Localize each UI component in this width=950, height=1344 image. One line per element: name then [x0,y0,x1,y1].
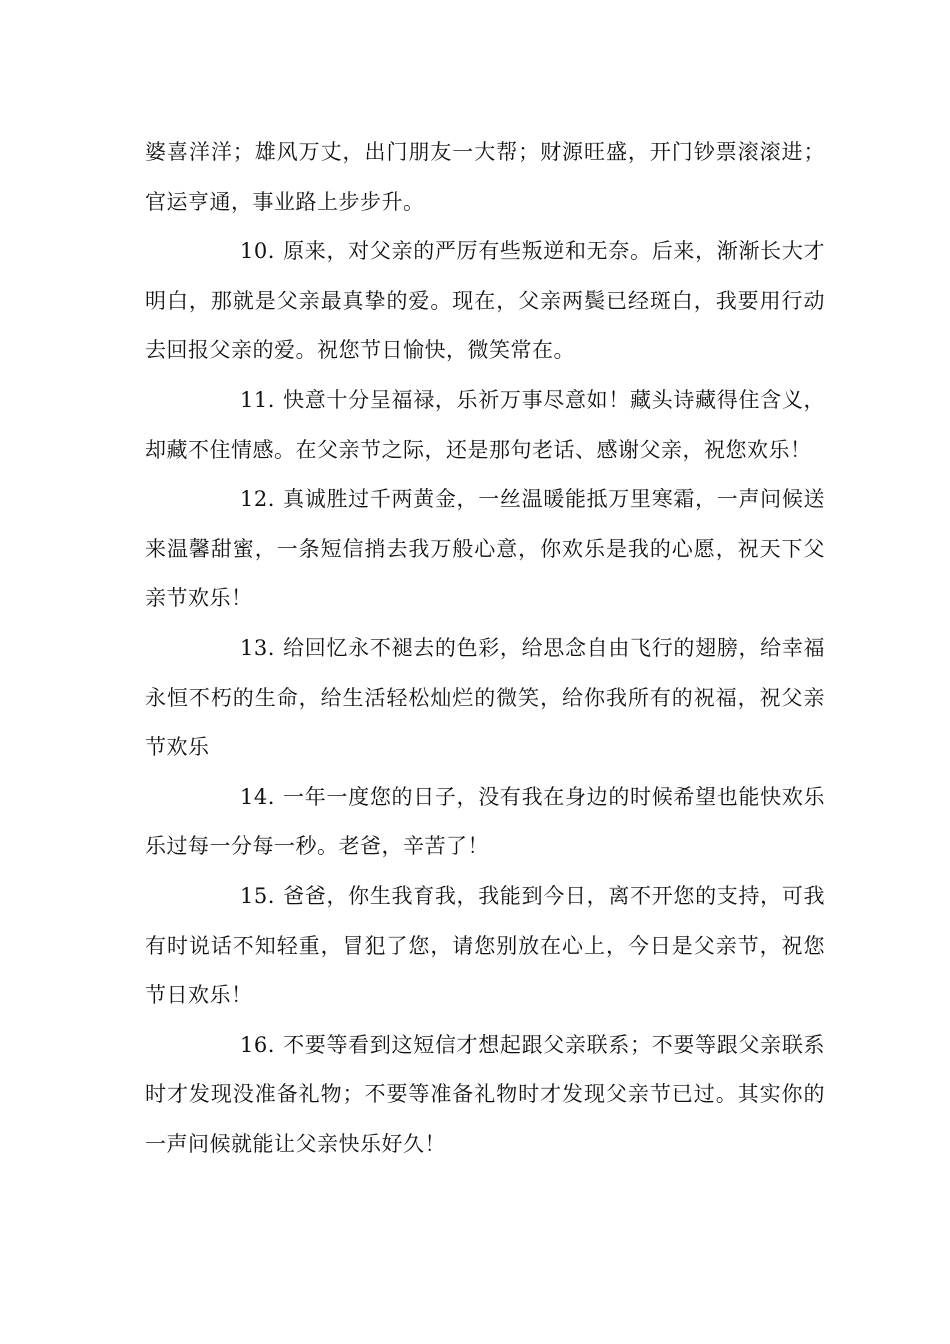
paragraph-14 [145,773,825,872]
paragraph-text: 爸爸，你生我育我，我能到今日，离不开您的支持，可我有时说话不知轻重，冒犯了您，请您别放在心上，今日是父亲节，祝您节日欢乐！ [145,883,825,1008]
paragraph-text: 不要等看到这短信才想起跟父亲联系；不要等跟父亲联系时才发现没准备礼物；不要等准备礼物时才发现父亲节已过。其实你的一声问候就能让父亲快乐好久！ [145,1032,825,1156]
paragraph-number: 12. [240,487,275,512]
paragraph-text: 给回忆永不褪去的色彩，给思念自由飞行的翅膀，给幸福永恒不朽的生命，给生活轻松灿烂的微笑，给你我所有的祝福，祝父亲节欢乐 [145,635,825,760]
paragraph-15 [145,872,825,1021]
paragraph-number: 14. [240,784,275,809]
document-body [145,128,825,1169]
paragraph-16 [145,1021,825,1170]
paragraph-number: 16. [240,1032,275,1057]
paragraph-text: 原来，对父亲的严厉有些叛逆和无奈。后来，渐渐长大才明白，那就是父亲最真挚的爱。现在，父亲两鬓已经斑白，我要用行动去回报父亲的爱。祝您节日愉快，微笑常在。 [145,239,825,363]
paragraph-number: 11. [240,387,275,412]
paragraph-number: 13. [240,635,275,660]
paragraph-text: 一年一度您的日子，没有我在身边的时候希望也能快欢乐乐过每一分每一秒。老爸，辛苦了！ [145,784,825,859]
paragraph-text: 快意十分呈福禄，乐祈万事尽意如！藏头诗藏得住含义，却藏不住情感。在父亲节之际，还是那句老话、感谢父亲，祝您欢乐！ [145,387,825,462]
paragraph-11 [145,376,825,475]
paragraph-text: 婆喜洋洋；雄风万丈，出门朋友一大帮；财源旺盛，开门钞票滚滚进；官运亨通，事业路上步步升。 [145,140,825,214]
paragraph-continued [145,128,825,227]
paragraph-12 [145,475,825,624]
paragraph-number: 15. [240,883,275,908]
paragraph-13 [145,624,825,773]
paragraph-text: 真诚胜过千两黄金，一丝温暖能抵万里寒霜，一声问候送来温馨甜蜜，一条短信捎去我万般心意，你欢乐是我的心愿，祝天下父亲节欢乐！ [145,487,825,611]
paragraph-number: 10. [240,239,275,264]
paragraph-10 [145,227,825,376]
